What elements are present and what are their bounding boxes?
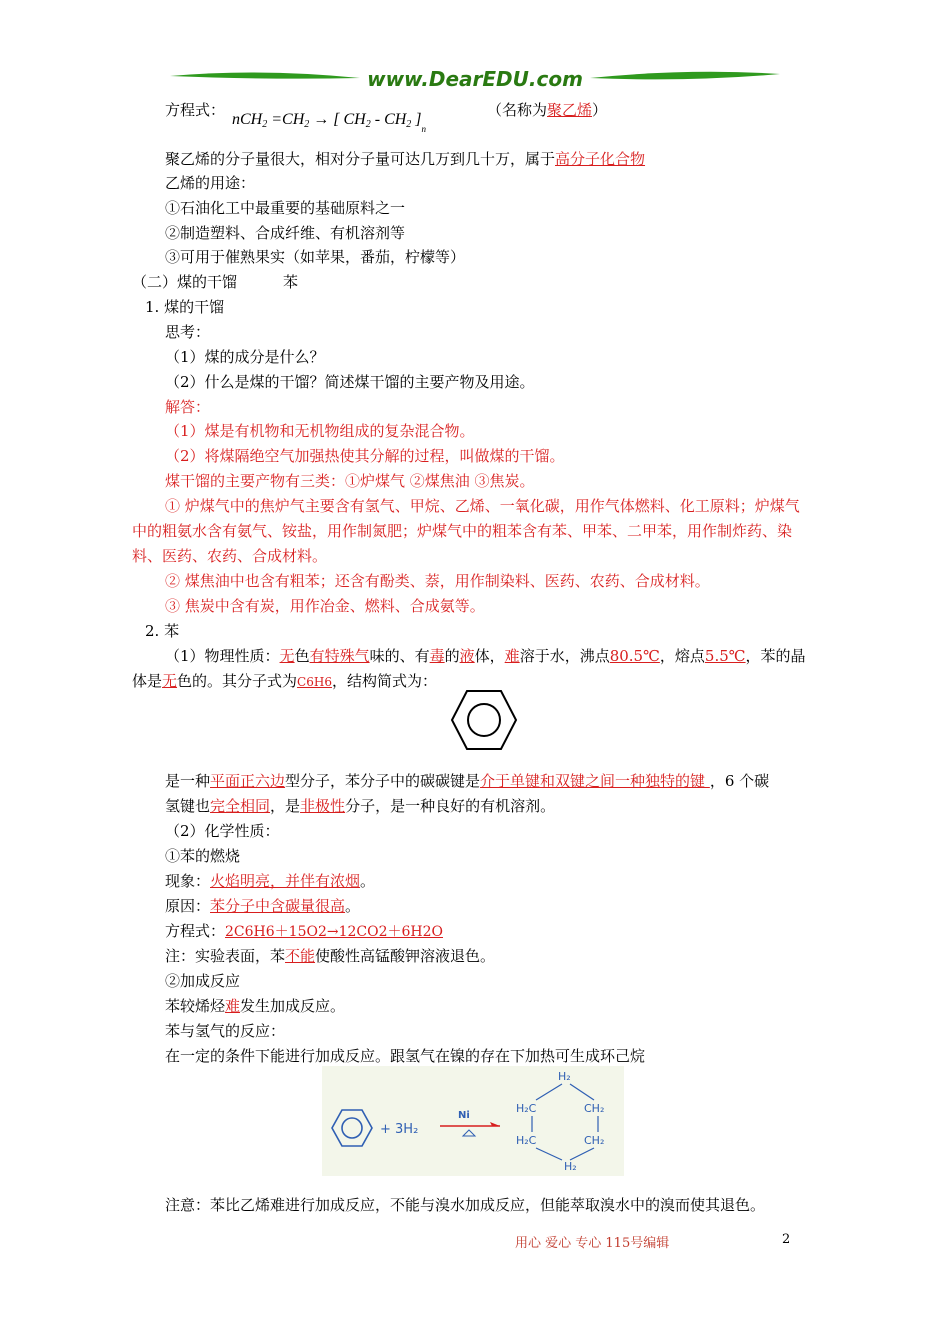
reactant-h2: + 3H₂ — [380, 1122, 419, 1137]
benzene-heading: 2. 苯 — [145, 622, 180, 640]
eq1-label: 方程式： — [165, 101, 226, 119]
footer-text: 用心 爱心 专心 115号编辑 — [515, 1236, 670, 1251]
benzene-reason: 原因：苯分子中含碳量很高。 — [165, 897, 361, 915]
benzene-phys-line2: 体是无色的。其分子式为C6H6，结构简式为： — [132, 672, 437, 690]
eq1-note: （名称为聚乙烯） — [487, 101, 608, 119]
cyclohexane-bonds-icon — [532, 1084, 598, 1160]
final-note: 注意：苯比乙烯难进行加成反应，不能与溴水加成反应，但能萃取溴水中的溴而使其退色。 — [165, 1196, 766, 1214]
coal-a2: （2）将煤隔绝空气加强热使其分解的过程，叫做煤的干馏。 — [165, 447, 565, 465]
benzene-chem: （2）化学性质： — [165, 822, 280, 840]
coal-a4-line3: 料、医药、农药、合成材料。 — [132, 547, 328, 565]
cyclohexane-ch2-right1: CH₂ — [584, 1102, 605, 1115]
cyclohexane-h2-top: H₂ — [558, 1070, 571, 1083]
benzene-struct-line2: 氢键也完全相同，是非极性分子，是一种良好的有机溶剂。 — [165, 797, 556, 815]
benzene-reactant-icon — [332, 1110, 372, 1146]
benzene-addition: ②加成反应 — [165, 972, 241, 990]
benzene-phys-line1: （1）物理性质：无色有特殊气味的、有毒的液体，难溶于水，沸点80.5℃，熔点5.5℃，苯的晶 — [165, 647, 806, 665]
coal-think: 思考： — [165, 323, 211, 341]
coal-q2: （2）什么是煤的干馏？简述煤干馏的主要产物及用途。 — [165, 373, 535, 391]
uses-item-2: ②制造塑料、合成纤维、有机溶剂等 — [165, 224, 406, 242]
uses-title: 乙烯的用途： — [165, 174, 256, 192]
coal-a5: ② 煤焦油中也含有粗苯；还含有酚类、萘，用作制染料、医药、农药、合成材料。 — [165, 572, 710, 590]
coal-a4-line2: 中的粗氨水含有氨气、铵盐，用作制氮肥；炉煤气中的粗苯含有苯、甲苯、二甲苯，用作制炸药、染 — [132, 522, 793, 540]
benzene-burn: ①苯的燃烧 — [165, 847, 241, 865]
uses-item-1: ①石油化工中最重要的基础原料之一 — [165, 199, 406, 217]
coal-answer: 解答： — [165, 398, 211, 416]
benzene-equation: 方程式：2C6H6＋15O2→12CO2＋6H2O — [165, 922, 443, 940]
hydrogenation-reaction-diagram — [322, 1066, 624, 1176]
polyethylene-text: 聚乙烯的分子量很大，相对分子量可达几万到几十万，属于高分子化合物 — [165, 150, 646, 168]
cyclohexane-h2c-left2: H₂C — [516, 1134, 537, 1147]
benzene-h2-desc: 在一定的条件下能进行加成反应。跟氢气在镍的存在下加热可生成环己烷 — [165, 1047, 646, 1065]
eq1-formula: $nCH_2 =CH_2$ → [ $CH_2 - CH_2$ ]$_n$ — [232, 111, 427, 134]
coal-a4-line1: ① 炉煤气中的焦炉气主要含有氢气、甲烷、乙烯、一氧化碳，用作气体燃料、化工原料；炉煤气 — [165, 497, 800, 515]
coal-q1: （1）煤的成分是什么？ — [165, 348, 325, 366]
catalyst-label: Ni — [458, 1110, 470, 1121]
benzene-addition-2: 苯较烯烃难发生加成反应。 — [165, 997, 346, 1015]
benzene-structure-icon — [450, 688, 518, 752]
coal-a3: 煤干馏的主要产物有三类：①炉煤气 ②煤焦油 ③焦炭。 — [165, 472, 535, 490]
benzene-h2-react: 苯与氢气的反应： — [165, 1022, 286, 1040]
cyclohexane-h2c-left1: H₂C — [516, 1102, 537, 1115]
uses-item-3: ③可用于催熟果实（如苹果，番茄，柠檬等） — [165, 248, 466, 266]
benzene-struct-line1: 是一种平面正六边型分子，苯分子中的碳碳键是介于单键和双键之间一种独特的键 ，6 个碳 — [165, 772, 770, 790]
cyclohexane-ch2-right2: CH₂ — [584, 1134, 605, 1147]
banner-text[interactable]: www.DearEDU.com — [367, 67, 583, 91]
benzene-phenomenon: 现象：火焰明亮，并伴有浓烟。 — [165, 872, 376, 890]
header-banner — [170, 66, 780, 90]
page-number: 2 — [782, 1232, 791, 1247]
coal-a1: （1）煤是有机物和无机物组成的复杂混合物。 — [165, 422, 475, 440]
benzene-note: 注：实验表面，苯不能使酸性高锰酸钾溶液退色。 — [165, 947, 496, 965]
coal-a6: ③ 焦炭中含有炭，用作冶金、燃料、合成氨等。 — [165, 597, 485, 615]
reaction-arrow-icon — [440, 1122, 500, 1136]
cyclohexane-h2-bottom: H₂ — [564, 1160, 577, 1173]
coal-heading: 1. 煤的干馏 — [145, 298, 225, 316]
section2-title: （二）煤的干馏 苯 — [132, 273, 299, 291]
